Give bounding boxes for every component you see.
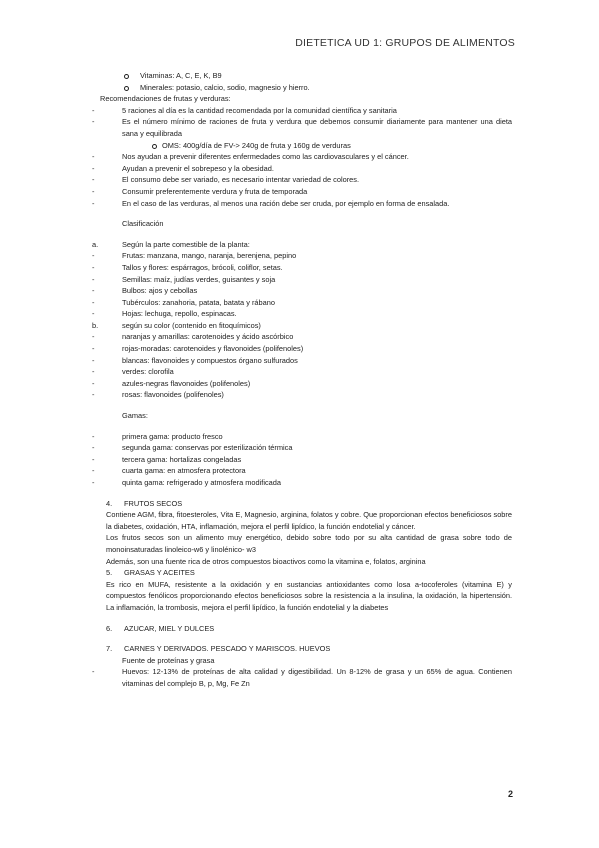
list-item: - blancas: flavonoides y compuestos órgano sulfurados (92, 355, 298, 365)
dash-bullet-icon: - (92, 251, 95, 261)
list-item: - primera gama: producto fresco (92, 431, 223, 441)
section-7-subtitle: Fuente de proteínas y grasa (122, 655, 215, 665)
section-5-heading: 5. GRASAS Y ACEITES (106, 568, 195, 578)
list-item: - 5 raciones al día es la cantidad recomendada por la comunidad científica y sanitaria (92, 105, 397, 115)
dash-bullet-icon: - (92, 152, 95, 162)
section-6-heading: 6. AZUCAR, MIEL Y DULCES (106, 623, 215, 633)
clasificacion-title: Clasificación (122, 219, 164, 229)
list-item: - Nos ayudan a prevenir diferentes enfermedades como las cardiovasculares y el cáncer. (92, 152, 409, 162)
list-item: - rosas: flavonoides (polifenoles) (92, 390, 224, 400)
list-item: - Es el número mínimo de raciones de fruta y verdura que debemos consumir diariamente para mantener una dieta sana y equilibrada (92, 117, 512, 138)
list-item: - quinta gama: refrigerado y atmosfera modificada (92, 478, 281, 487)
section-5-paragraph: Es rico en MUFA, resistente a la oxidación y en sustancias antioxidantes como losa a-tocoferoles (vitamina E) y compuestos fenólicos proporcionando efectos beneficiosos sobre la resistencia a la insulina, la oxidación, la hipertensión. La inflamación, la trombosis, mejora el perfil lipídico, la función endotelial y la diabetes (106, 579, 512, 612)
clasificacion-b: b. según su color (contenido en fitoquímicos) (92, 320, 261, 330)
list-item: - El consumo debe ser variado, es necesario intentar variedad de colores. (92, 175, 360, 185)
section-4-heading: 4. FRUTOS SECOS (106, 498, 183, 508)
dash-bullet-icon: - (92, 355, 95, 365)
dash-bullet-icon: - (92, 332, 95, 342)
dash-bullet-icon: - (92, 466, 95, 476)
list-item: - Tubérculos: zanahoria, patata, batata y rábano (92, 297, 275, 307)
dash-bullet-icon: - (92, 274, 95, 284)
list-item: - cuarta gama: en atmosfera protectora (92, 466, 246, 476)
dash-bullet-icon: - (92, 378, 95, 388)
dash-bullet-icon: - (92, 105, 95, 115)
dash-bullet-icon: - (92, 390, 95, 400)
dash-bullet-icon: - (92, 667, 95, 677)
dash-bullet-icon: - (92, 186, 95, 196)
page-number: 2 (507, 789, 513, 799)
list-item: - En el caso de las verduras, al menos una ración debe ser cruda, por ejemplo en forma de ensalada. (92, 198, 450, 208)
page-content (92, 70, 513, 690)
dash-bullet-icon: - (92, 297, 95, 307)
list-item: - Ayudan a prevenir el sobrepeso y la obesidad. (92, 163, 274, 173)
recomendaciones-title: Recomendaciones de frutas y verduras: (100, 94, 231, 104)
dash-bullet-icon: - (92, 443, 95, 453)
list-item: - rojas-moradas: carotenoides y flavonoides (polifenoles) (92, 344, 304, 354)
circle-bullet-icon (152, 144, 157, 149)
circle-bullet-icon (124, 86, 129, 91)
dash-bullet-icon: - (92, 117, 95, 127)
section-4-paragraph: Los frutos secos son un alimento muy energético, debido sobre todo por su alta cantidad de grasa sobre todo de monoinsaturadas linoleico-w6 y linolénico- w3 (106, 533, 512, 554)
section-4-paragraph: Además, son una fuente rica de otros compuestos bioactivos como la vitamina e, folatos, arginina (106, 556, 426, 566)
dash-bullet-icon: - (92, 262, 95, 272)
list-item: - Semillas: maíz, judías verdes, guisantes y soja (92, 274, 276, 284)
page-header-title: DIETETICA UD 1: GRUPOS DE ALIMENTOS (295, 37, 515, 49)
bullet-minerales: Minerales: potasio, calcio, sodio, magnesio y hierro. (92, 82, 513, 94)
clasificacion-a: a. Según la parte comestible de la planta: (92, 239, 250, 249)
bullet-vitaminas: Vitaminas: A, C, E, K, B9 (92, 70, 513, 82)
list-item: - tercera gama: hortalizas congeladas (92, 454, 242, 464)
list-item: - Huevos: 12-13% de proteínas de alta calidad y digestibilidad. Un 8-12% de grasa y un 65% de agua. Contienen vitaminas del complejo B, p, Mg, Fe Zn (92, 667, 512, 688)
dash-bullet-icon: - (92, 163, 95, 173)
section-4-paragraph: Contiene AGM, fibra, fitoesteroles, Vita E, Magnesio, arginina, folatos y cobre. Que proporcionan efectos beneficiosos sobre la diabetes, oxidación, HTA, inflamación, mejora el perfil lipídico, la función endotelial y cáncer. (106, 510, 512, 531)
gamas-title: Gamas: (122, 411, 148, 421)
dash-bullet-icon: - (92, 344, 95, 354)
list-item: - Consumir preferentemente verdura y fruta de temporada (92, 186, 308, 196)
dash-bullet-icon: - (92, 478, 95, 487)
section-7-heading: 7. CARNES Y DERIVADOS. PESCADO Y MARISCOS. HUEVOS (106, 644, 331, 654)
list-item: - segunda gama: conservas por esterilización térmica (92, 443, 293, 453)
dash-bullet-icon: - (92, 175, 95, 185)
list-item: - naranjas y amarillas: carotenoides y ácido ascórbico (92, 332, 294, 342)
list-item: - Frutas: manzana, mango, naranja, berenjena, pepino (92, 251, 297, 261)
dash-bullet-icon: - (92, 309, 95, 319)
list-item: - verdes: clorofila (92, 367, 174, 377)
bullet-oms: OMS: 400g/día de FV-> 240g de fruta y 160g de verduras (92, 140, 513, 152)
circle-bullet-icon (124, 74, 129, 79)
list-item: - Hojas: lechuga, repollo, espinacas. (92, 309, 237, 319)
dash-bullet-icon: - (92, 454, 95, 464)
list-item: - Tallos y flores: espárragos, brócoli, coliflor, setas. (92, 262, 283, 272)
dash-bullet-icon: - (92, 367, 95, 377)
dash-bullet-icon: - (92, 198, 95, 208)
dash-bullet-icon: - (92, 431, 95, 441)
list-item: - azules-negras flavonoides (polifenoles) (92, 378, 251, 388)
dash-bullet-icon: - (92, 286, 95, 296)
list-item: - Bulbos: ajos y cebollas (92, 286, 198, 296)
